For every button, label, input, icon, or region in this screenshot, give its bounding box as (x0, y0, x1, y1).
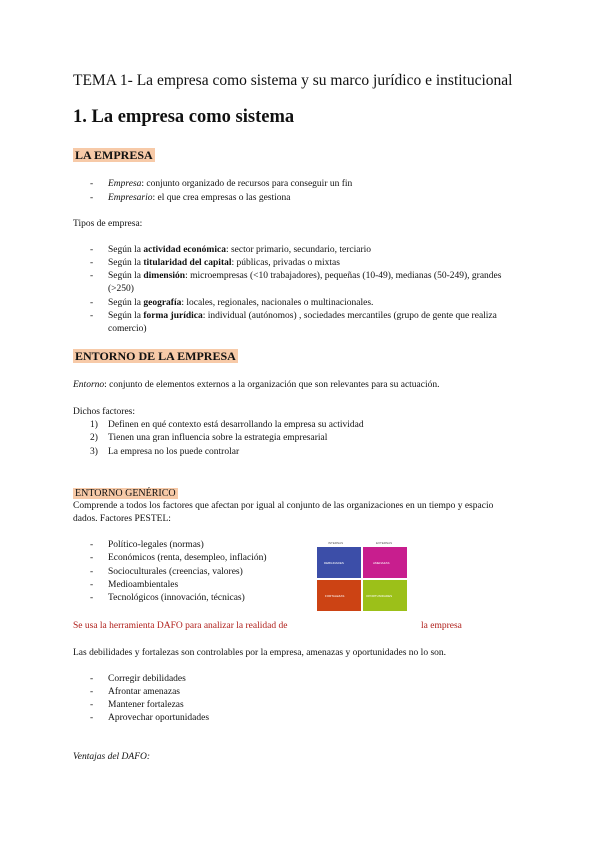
generico-heading: ENTORNO GENÉRICO (75, 488, 176, 499)
tipo-text (108, 270, 501, 283)
tipo-text (108, 297, 373, 310)
tipo-criterio: dimensión (143, 271, 186, 281)
dafo-col-internas: INTERNAS (328, 541, 344, 545)
factor-text: La empresa no los puede controlar (108, 447, 240, 457)
tipo-post: : microempresas (<10 trabajadores), pequeñas (10-49), medianas (50-249), grandes (185, 271, 502, 281)
bullet-dash: - (90, 567, 94, 577)
term-empresa: Empresa (108, 179, 142, 189)
dafo-debilidades (317, 547, 361, 578)
tipo-pre: Según la (108, 245, 144, 255)
dafo-matrix (312, 540, 412, 615)
factor-number: 3) (90, 447, 98, 457)
def-empresario-text: : el que crea empresas o las gestiona (152, 193, 291, 203)
accion-text: Corregir debilidades (108, 674, 186, 684)
tipo-criterio: forma jurídica (143, 311, 203, 321)
pestel-text: Político-legales (normas) (108, 540, 204, 550)
tipo-pre: Según la (108, 298, 144, 308)
pestel-text: Socioculturales (creencias, valores) (108, 567, 243, 577)
tipo-post: : locales, regionales, nacionales o multinacionales. (181, 298, 374, 308)
tipo-pre: Según la (108, 271, 144, 281)
term-entorno: Entorno (73, 380, 105, 390)
bullet-dash: - (90, 258, 94, 268)
accion-text: Aprovechar oportunidades (108, 713, 210, 723)
pestel-text: Tecnológicos (innovación, técnicas) (108, 593, 245, 603)
ventajas-label (73, 751, 150, 764)
entorno-heading: ENTORNO DE LA EMPRESA (75, 349, 236, 363)
tipo-cont: (>250) (108, 284, 134, 294)
factor-number: 2) (90, 433, 98, 443)
tipo-criterio: geografía (143, 298, 182, 308)
dafo-oportunidades (363, 580, 407, 611)
accion-text: Mantener fortalezas (108, 700, 184, 710)
term-empresario: Empresario (108, 193, 153, 203)
bullet-dash: - (90, 245, 94, 255)
tipo-post: : sector primario, secundario, terciario (225, 245, 372, 255)
bullet-dash: - (90, 271, 94, 281)
tipos-label: Tipos de empresa: (73, 219, 143, 229)
bullet-dash: - (90, 713, 94, 723)
generico-desc-1: Comprende a todos los factores que afectan por igual al conjunto de las organizaciones en un tiempo y espacio (73, 501, 494, 511)
factor-text: Tienen una gran influencia sobre la estrategia empresarial (108, 433, 328, 443)
bullet-dash: - (90, 580, 94, 590)
dafo-fortalezas-label: FORTALEZAS (325, 594, 345, 598)
entorno-def (73, 379, 440, 392)
tipo-pre: Según la (108, 258, 144, 268)
controlables-text: Las debilidades y fortalezas son controlables por la empresa, amenazas y oportunidades no lo son. (73, 648, 447, 658)
tipo-text (108, 244, 371, 257)
section-title: 1. La empresa como sistema (73, 107, 295, 127)
generico-desc-2: dados. Factores PESTEL: (73, 514, 171, 524)
bullet-dash: - (90, 593, 94, 603)
bullet-dash: - (90, 700, 94, 710)
ventajas-text: Ventajas del DAFO: (73, 752, 151, 762)
def-empresa-text: : conjunto organizado de recursos para conseguir un fin (141, 179, 353, 189)
bullet-dash: - (90, 674, 94, 684)
factor-number: 1) (90, 420, 98, 430)
tipo-post: : públicas, privadas o mixtas (231, 258, 340, 268)
dafo-text-left: Se usa la herramienta DAFO para analizar la realidad de (73, 621, 288, 631)
document-title: TEMA 1- La empresa como sistema y su marco jurídico e institucional (73, 72, 513, 89)
bullet-dash: - (90, 298, 94, 308)
tipo-pre: Según la (108, 311, 144, 321)
tipo-criterio: actividad económica (143, 245, 226, 255)
dafo-oportunidades-label: OPORTUNIDADES (366, 594, 393, 598)
pestel-text: Económicos (renta, desempleo, inflación) (108, 553, 267, 563)
dafo-fortalezas (317, 580, 361, 611)
bullet-dash: - (90, 687, 94, 697)
bullet-dash: - (90, 553, 94, 563)
empresa-heading: LA EMPRESA (75, 148, 153, 162)
tipo-cont: comercio) (108, 324, 147, 334)
dafo-amenazas (363, 547, 407, 578)
pestel-text: Medioambientales (108, 580, 179, 590)
def-entorno-text: : conjunto de elementos externos a la organización que son relevantes para su actuación. (104, 380, 440, 390)
tipo-text (108, 310, 497, 323)
dafo-text-right: la empresa (421, 621, 462, 631)
dafo-amenazas-label: AMENAZAS (373, 561, 390, 565)
bullet-dash: - (90, 311, 94, 321)
tipo-post: : individual (autónomos) , sociedades mercantiles (grupo de gente que realiza (202, 311, 497, 321)
factor-text: Definen en qué contexto está desarrollando la empresa su actividad (108, 420, 364, 430)
bullet-dash: - (90, 540, 94, 550)
tipo-criterio: titularidad del capital (143, 258, 232, 268)
tipo-text (108, 257, 340, 270)
accion-text: Afrontar amenazas (108, 687, 181, 697)
factores-label: Dichos factores: (73, 407, 135, 417)
dafo-col-externas: EXTERNAS (376, 541, 393, 545)
dafo-debilidades-label: DEBILIDADES (324, 561, 344, 565)
